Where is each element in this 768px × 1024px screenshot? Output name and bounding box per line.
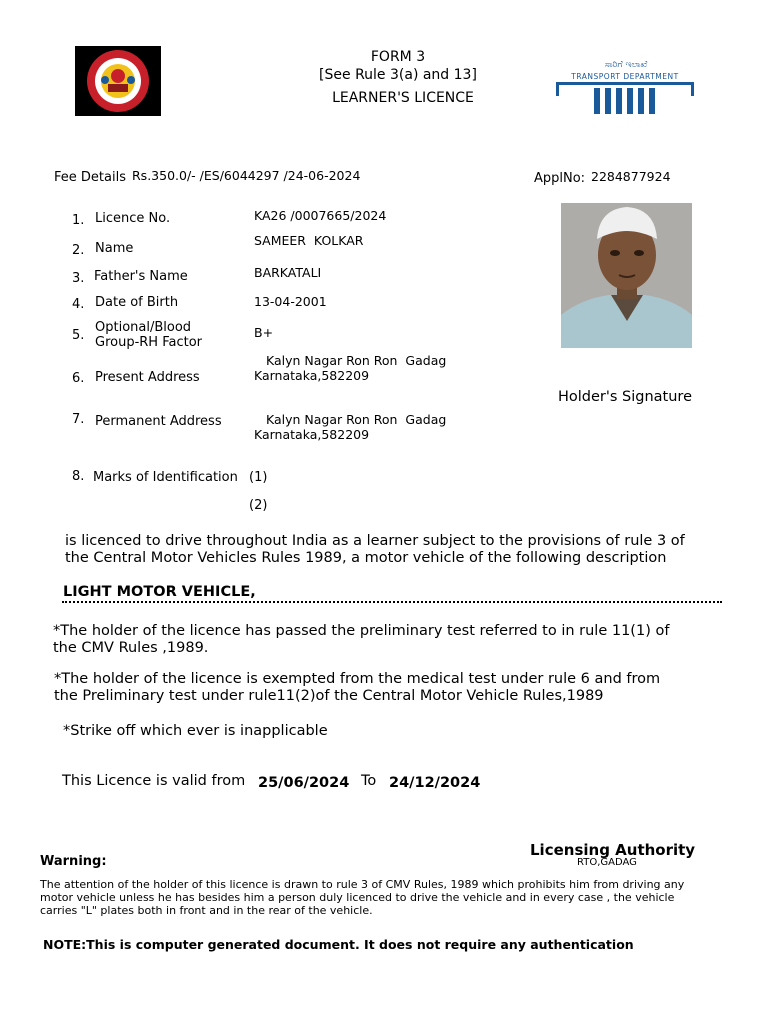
validity-to-label: To [361, 773, 377, 789]
present-address-line-1: Kalyn Nagar Ron Ron Gadag [266, 353, 447, 368]
fee-details-label: Fee Details [54, 170, 126, 185]
warning-label: Warning: [40, 854, 107, 869]
permanent-address-label: Permanent Address [95, 414, 222, 429]
present-address-label: Present Address [95, 370, 200, 385]
transport-department-logo [554, 60, 696, 118]
blood-group-value: B+ [254, 325, 274, 340]
field-number-1: 1. [72, 213, 85, 228]
licence-no-label: Licence No. [95, 211, 171, 226]
field-number-8: 8. [72, 469, 85, 484]
marks-identification-2: (2) [249, 498, 268, 513]
permanent-address-line-2: Karnataka,582209 [254, 427, 370, 442]
rto-office: RTO,GADAG [577, 857, 637, 868]
validity-label: This Licence is valid from [62, 773, 246, 789]
permanent-address-line-1: Kalyn Nagar Ron Ron Gadag [266, 412, 447, 427]
dob-value: 13-04-2001 [254, 294, 327, 309]
computer-generated-note: NOTE:This is computer generated document. It does not require any authentication [43, 937, 634, 952]
fee-details-value: Rs.350.0/- /ES/6044297 /24-06-2024 [132, 168, 361, 183]
marks-identification-label: Marks of Identification [93, 470, 238, 485]
dob-label: Date of Birth [95, 295, 179, 310]
present-address-line-2: Karnataka,582209 [254, 368, 370, 383]
holder-signature-label: Holder's Signature [558, 389, 692, 405]
warning-line-2: motor vehicle unless he has besides him a person duly licenced to drive the vehicle and in every case , the vehicle [40, 891, 675, 904]
field-number-5: 5. [72, 328, 85, 343]
father-name-value: BARKATALI [254, 265, 322, 280]
strike-off-note: *Strike off which ever is inapplicable [63, 723, 328, 739]
marks-identification-1: (1) [249, 470, 268, 485]
father-name-label: Father's Name [94, 269, 188, 284]
name-label: Name [95, 241, 134, 256]
exempted-test-line-1: *The holder of the licence is exempted from the medical test under rule 6 and from [54, 671, 661, 687]
passed-test-line-2: the CMV Rules ,1989. [53, 640, 209, 656]
government-seal-logo [75, 46, 161, 116]
vehicle-class: LIGHT MOTOR VEHICLE, [63, 584, 256, 600]
blood-group-label-line-2: Group-RH Factor [95, 335, 203, 350]
licenced-statement-line-1: is licenced to drive throughout India as a learner subject to the provisions of rule 3 of [65, 533, 685, 549]
passed-test-line-1: *The holder of the licence has passed the preliminary test referred to in rule 11(1) of [53, 623, 670, 639]
appl-no-value: 2284877924 [591, 169, 671, 184]
logo-kannada-text: ಸಾರಿಗೆ ಇಲಾಖೆ [604, 60, 648, 70]
licensing-authority-title: Licensing Authority [530, 841, 696, 859]
field-number-4: 4. [72, 297, 85, 312]
document-title: LEARNER'S LICENCE [332, 90, 474, 106]
warning-line-3: carries "L" plates both in front and in the rear of the vehicle. [40, 904, 373, 917]
licenced-statement-line-2: the Central Motor Vehicles Rules 1989, a motor vehicle of the following description [65, 550, 667, 566]
field-number-2: 2. [72, 243, 85, 258]
name-value: SAMEER KOLKAR [254, 233, 364, 248]
dotted-separator [62, 601, 722, 603]
holder-photo [561, 203, 692, 348]
valid-from-date: 25/06/2024 [258, 775, 350, 791]
logo-text: TRANSPORT DEPARTMENT [571, 72, 679, 81]
blood-group-label-line-1: Optional/Blood [95, 320, 192, 335]
form-number: FORM 3 [370, 49, 426, 65]
field-number-6: 6. [72, 371, 85, 386]
form-rule-reference: [See Rule 3(a) and 13] [319, 67, 477, 83]
appl-no-label: ApplNo: [534, 171, 586, 186]
exempted-test-line-2: the Preliminary test under rule11(2)of the Central Motor Vehicle Rules,1989 [54, 688, 604, 704]
licence-no-value: KA26 /0007665/2024 [254, 208, 387, 223]
warning-line-1: The attention of the holder of this licence is drawn to rule 3 of CMV Rules, 1989 which prohibits him from driving any [40, 878, 685, 891]
field-number-3: 3. [72, 271, 85, 286]
valid-to-date: 24/12/2024 [389, 775, 481, 791]
field-number-7: 7. [72, 412, 85, 427]
